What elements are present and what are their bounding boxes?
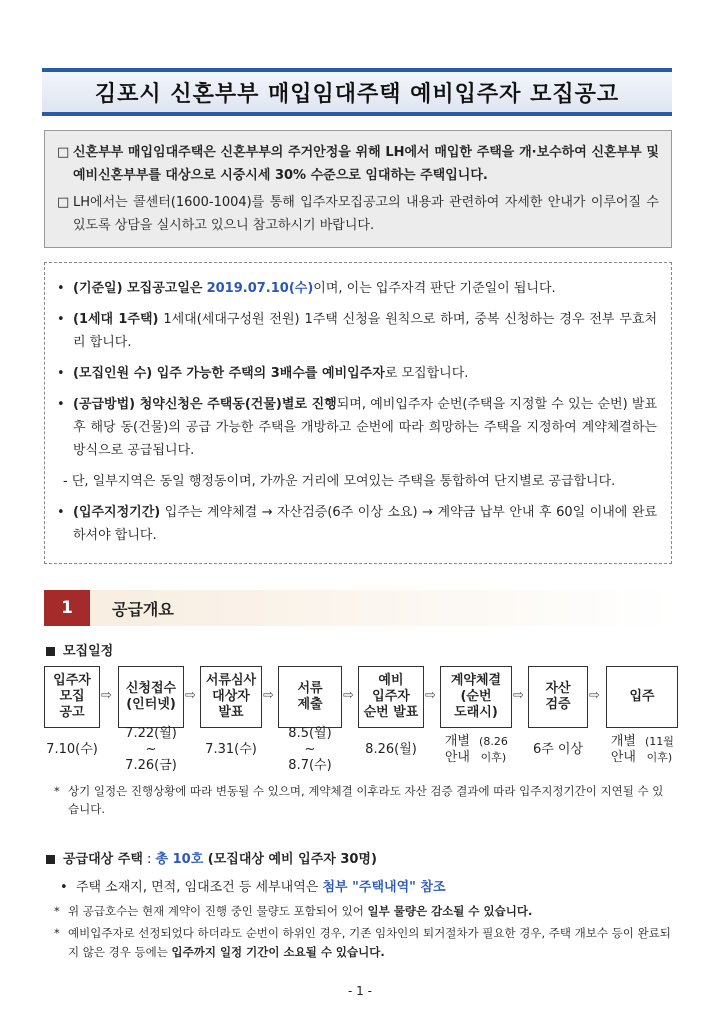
schedule-step-label: 계약체결 (순번 도래시) bbox=[440, 666, 512, 728]
bullet: • bbox=[57, 281, 65, 296]
schedule-step bbox=[358, 666, 424, 772]
schedule-step-value: 개별 안내 (11월 이후) bbox=[610, 734, 674, 765]
intro-text: 신혼부부 매입임대주택은 신혼부부의 주거안정을 위해 LH에서 매입한 주택을 개·보수하여 신혼부부 및 예비신혼부부를 대상으로 시중시세 30% 수준으로 임대하는 주택입니다. bbox=[73, 145, 659, 183]
schedule-step-label: 예비 입주자 순번 발표 bbox=[358, 666, 424, 728]
notice-text: 되며, 예비입주자 순번(주택을 지정할 수 있는 순번) 발표 후 해당 동(건물)의 공급 가능한 주택을 개방하고 순번에 따라 희망하는 주택을 지정하여 계약체결하는 방식으로 공급됩니다. bbox=[73, 397, 658, 458]
supply-note: * 예비입주자로 선정되었다 하더라도 순번이 하위인 경우, 기존 임차인의 퇴거절차가 필요한 경우, 주택 개보수 등이 완료되지 않은 경우 등에는 입주까지 일정 기간이 소요될 수 있습니다. bbox=[54, 926, 671, 959]
arrow-right-icon: ⇨ bbox=[513, 688, 524, 703]
supply-note: * 위 공급호수는 현재 계약이 진행 중인 물량도 포함되어 있어 일부 물량은 감소될 수 있습니다. bbox=[54, 904, 533, 918]
schedule-step-value: 8.26(월) bbox=[365, 742, 417, 757]
notice-box bbox=[44, 262, 672, 564]
square-bullet-icon bbox=[46, 647, 55, 656]
bullet: • bbox=[57, 312, 65, 327]
notice-text: 로 모집합니다. bbox=[384, 366, 469, 381]
schedule-step-value: 7.10(수) bbox=[46, 742, 98, 757]
intro-text: LH에서는 콜센터(1600-1004)를 통해 입주자모집공고의 내용과 관련하여 자세한 안내가 이루어질 수 있도록 상담을 실시하고 있으니 참고하시기 바랍니다. bbox=[73, 195, 659, 233]
arrow-right-icon: ⇨ bbox=[263, 688, 274, 703]
notice-head: (1세대 1주택) bbox=[73, 312, 159, 327]
arrow-right-icon: ⇨ bbox=[425, 688, 436, 703]
schedule-step bbox=[44, 666, 100, 772]
schedule-step-value: 7.31(수) bbox=[205, 742, 257, 757]
schedule-step-label: 서류 제출 bbox=[278, 666, 342, 728]
schedule-step bbox=[118, 666, 184, 772]
notice-item bbox=[57, 277, 657, 300]
intro-item bbox=[57, 191, 659, 237]
schedule-step-value: 7.22(월) ~ 7.26(금) bbox=[125, 726, 177, 773]
notice-sub: - 단, 일부지역은 동일 행정동이며, 가까운 거리에 모여있는 주택을 통합하여 단지별로 공급합니다. bbox=[63, 474, 616, 489]
schedule-step bbox=[606, 666, 678, 772]
section-header bbox=[44, 590, 674, 626]
bullet: • bbox=[57, 505, 65, 520]
schedule-step bbox=[528, 666, 588, 772]
notice-item bbox=[57, 501, 657, 547]
supply-detail: (모집대상 예비 입주자 30명) bbox=[203, 852, 377, 867]
notice-item bbox=[57, 362, 657, 385]
schedule-step bbox=[440, 666, 512, 772]
supply-bullet: • 주택 소재지, 면적, 임대조건 등 세부내역은 첨부 "주택내역" 참조 bbox=[60, 880, 446, 895]
schedule-step-label: 입주자 모집 공고 bbox=[44, 666, 100, 728]
schedule-heading: 모집일정 bbox=[46, 640, 113, 659]
arrow-right-icon: ⇨ bbox=[101, 688, 112, 703]
schedule-step-value: 6주 이상 bbox=[532, 742, 584, 757]
notice-head: (공급방법) 청약신청은 주택동(건물)별로 진행 bbox=[73, 397, 337, 412]
bullet: • bbox=[57, 366, 65, 381]
checkbox-mark: □ bbox=[57, 195, 70, 210]
square-bullet-icon bbox=[46, 855, 55, 864]
schedule-step-label: 서류심사 대상자 발표 bbox=[200, 666, 262, 728]
title-bar bbox=[42, 68, 672, 116]
schedule-step-label: 신청접수 (인터넷) bbox=[118, 666, 184, 728]
schedule-step-label: 입주 bbox=[606, 666, 678, 728]
schedule-step-value: 8.5(월) ~ 8.7(수) bbox=[288, 726, 332, 773]
notice-head: (모집인원 수) 입주 가능한 주택의 3배수를 예비입주자 bbox=[73, 366, 385, 381]
page-title: 김포시 신혼부부 매입임대주택 예비입주자 모집공고 bbox=[94, 81, 620, 107]
section-number: 1 bbox=[44, 590, 90, 626]
schedule-step bbox=[278, 666, 342, 772]
intro-box bbox=[44, 130, 672, 248]
schedule-step-label: 자산 검증 bbox=[528, 666, 588, 728]
notice-text: 이며, 이는 입주자격 판단 기준일이 됩니다. bbox=[313, 281, 556, 296]
schedule-step bbox=[200, 666, 262, 772]
bullet: • bbox=[57, 397, 65, 412]
supply-ref: 첨부 "주택내역" 참조 bbox=[322, 880, 446, 895]
schedule-flow bbox=[44, 666, 680, 776]
section-label: 공급개요 bbox=[112, 599, 174, 619]
notice-text: 입주는 계약체결 → 자산검증(6주 이상 소요) → 계약금 납부 안내 후 60일 이내에 완료하셔야 합니다. bbox=[73, 505, 658, 543]
schedule-step-value: 개별 안내 (8.26 이후) bbox=[444, 734, 508, 765]
supply-total: 총 10호 bbox=[155, 852, 204, 867]
notice-head: (기준일) 모집공고일은 bbox=[73, 281, 203, 296]
intro-item bbox=[57, 141, 659, 187]
arrow-right-icon: ⇨ bbox=[185, 688, 196, 703]
supply-label: 공급대상 주택 bbox=[63, 852, 143, 867]
notice-item bbox=[57, 308, 657, 354]
checkbox-mark: □ bbox=[57, 145, 70, 160]
notice-item bbox=[57, 393, 657, 462]
supply-heading: 공급대상 주택 : 총 10호 (모집대상 예비 입주자 30명) bbox=[46, 848, 377, 867]
page-number: - 1 - bbox=[348, 984, 372, 998]
arrow-right-icon: ⇨ bbox=[589, 688, 600, 703]
supply-notes bbox=[54, 902, 680, 965]
notice-head: (입주지정기간) bbox=[73, 505, 161, 520]
notice-date: 2019.07.10(수) bbox=[206, 281, 314, 296]
schedule-note: * 상기 일정은 진행상황에 따라 변동될 수 있으며, 계약체결 이후라도 자산 검증 결과에 따라 입주지정기간이 지연될 수 있습니다. bbox=[54, 784, 664, 816]
notice-text: 1세대(세대구성원 전원) 1주택 신청을 원칙으로 하며, 중복 신청하는 경우 전부 무효처리 합니다. bbox=[73, 312, 658, 350]
arrow-right-icon: ⇨ bbox=[343, 688, 354, 703]
